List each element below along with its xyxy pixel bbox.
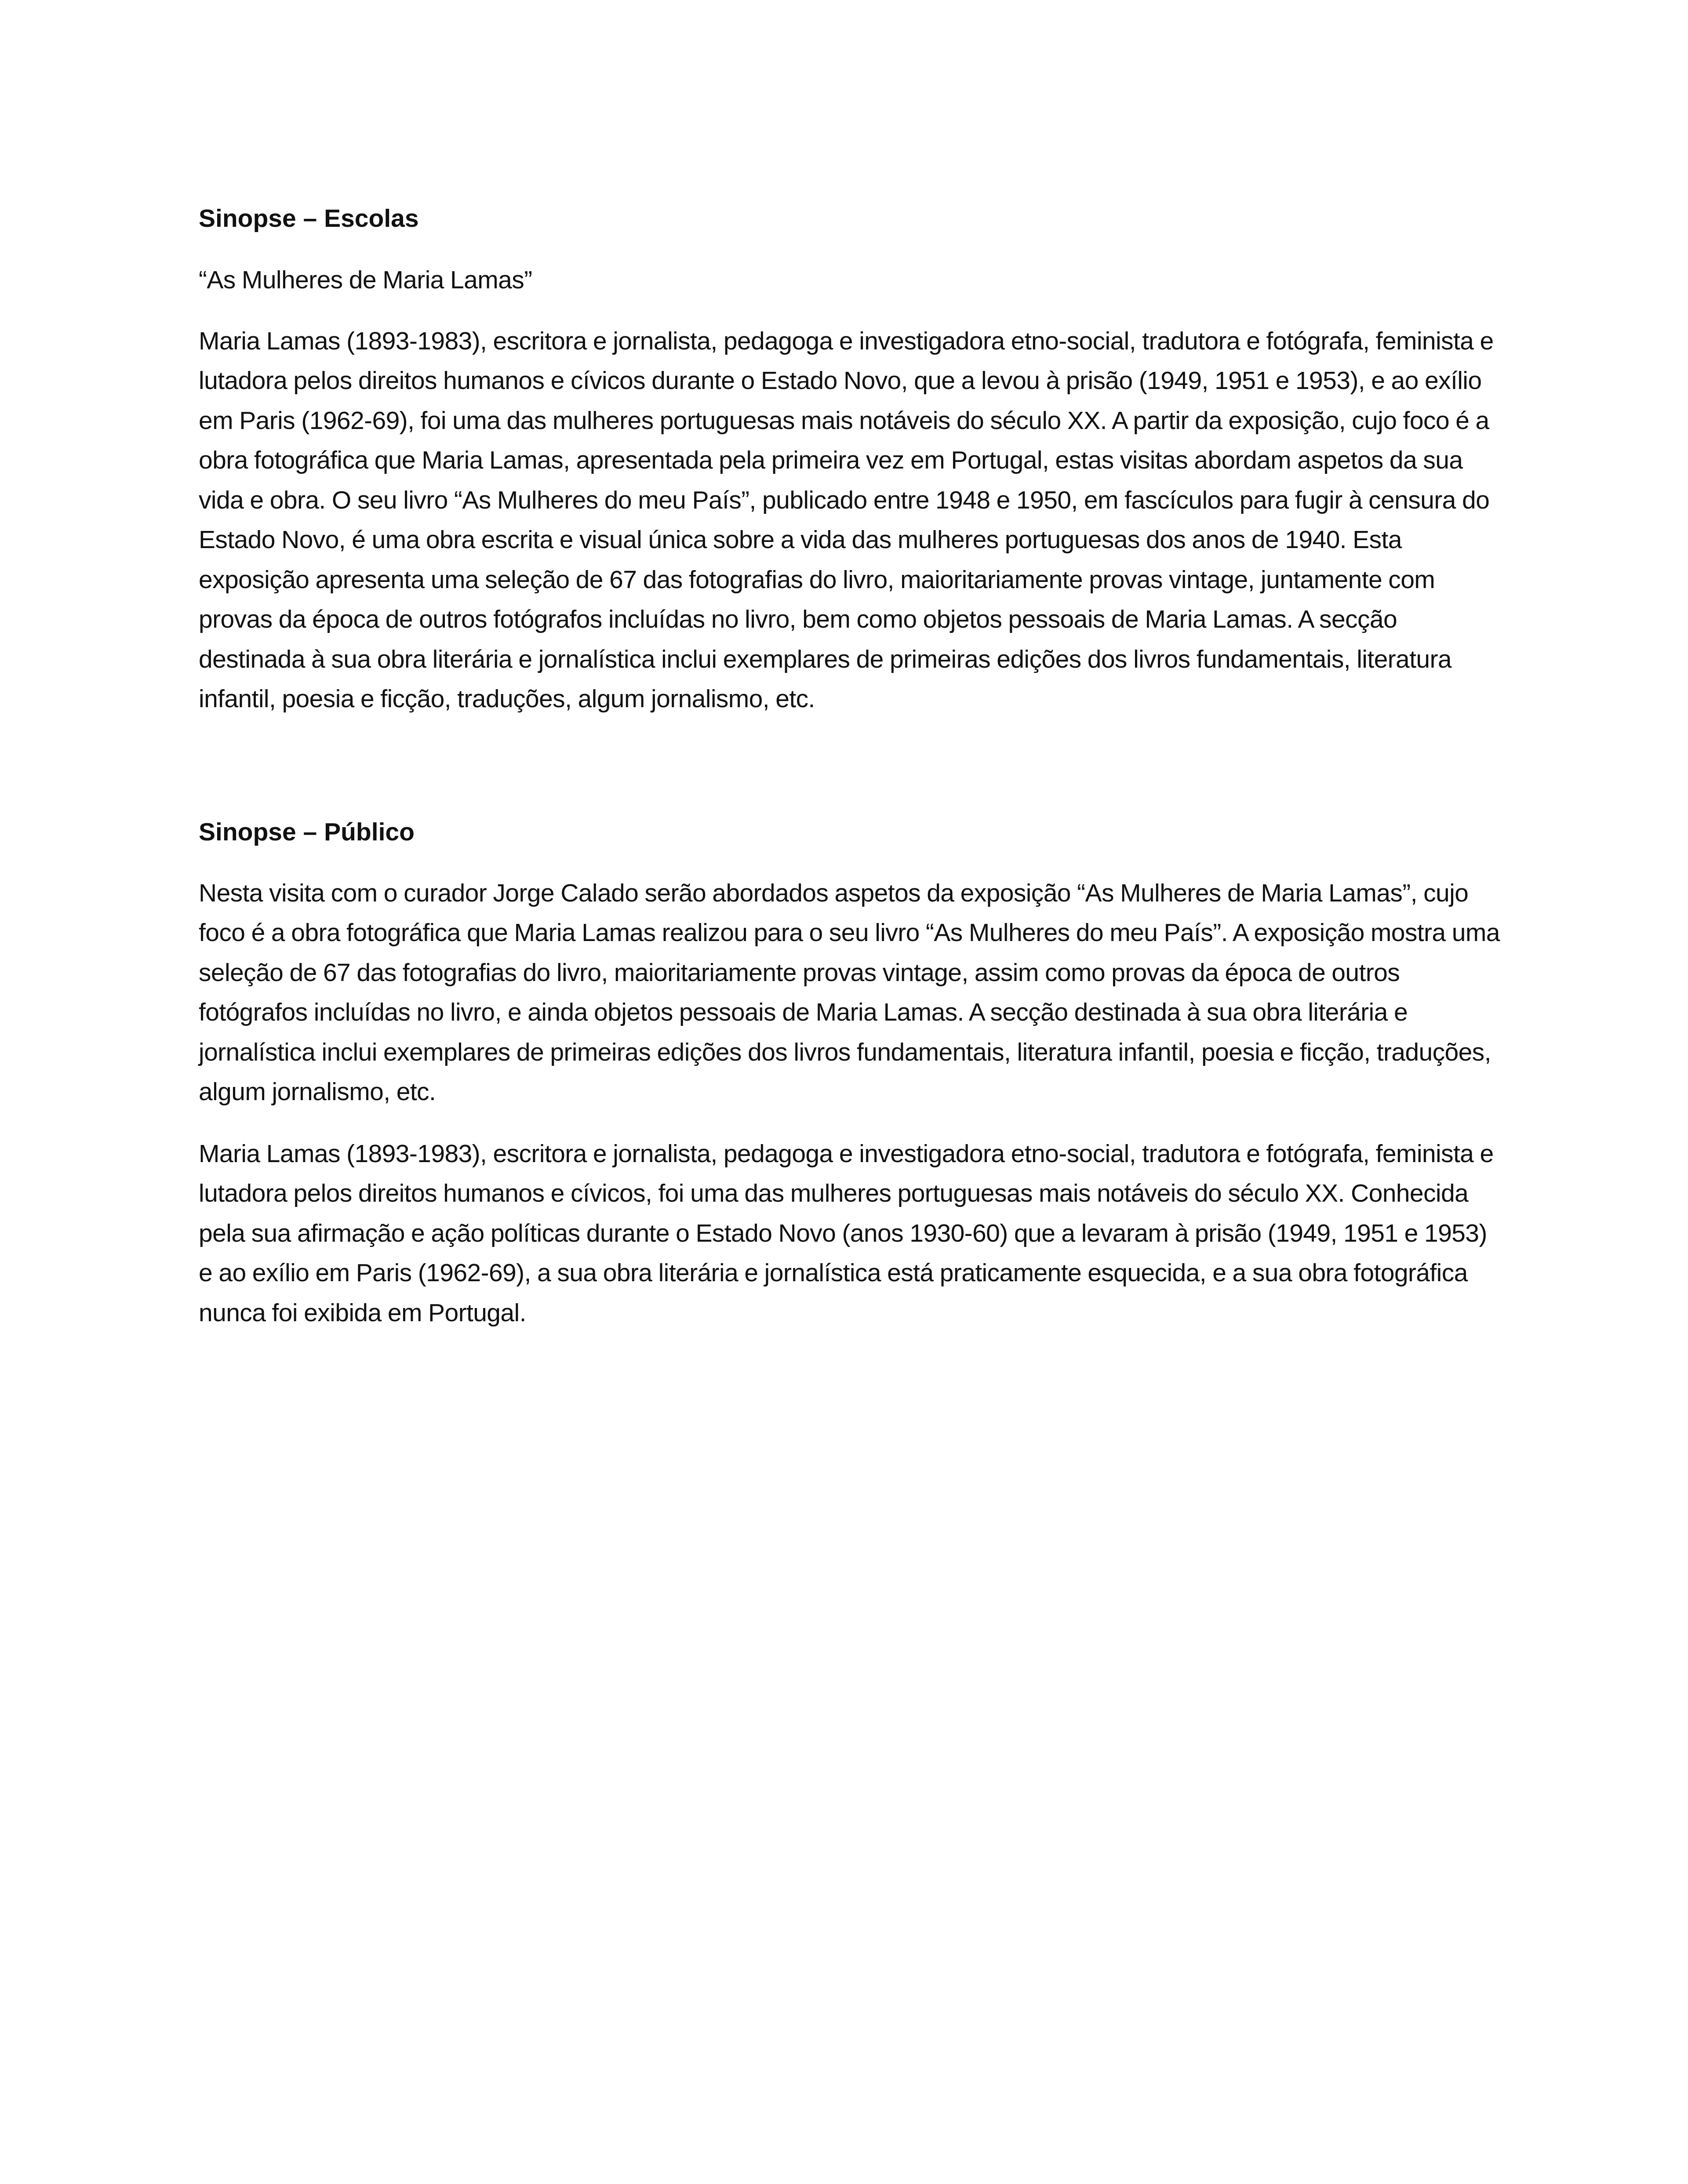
exhibition-title: “As Mulheres de Maria Lamas”: [199, 266, 532, 294]
section-escolas: [199, 199, 1500, 719]
synopsis-paragraph-escolas: Maria Lamas (1893-1983), escritora e jornalista, pedagoga e investigadora etno-social, tradutora e fotógrafa, feminista e lutadora pelos direitos humanos e cívicos durante o Estado Novo, que a levou à prisão (1949, 1951 e 1953), e ao exílio em Paris (1962-69), foi uma das mulheres portuguesas mais notáveis do século XX. A partir da exposição, cujo foco é a obra fotográfica que Maria Lamas, apresentada pela primeira vez em Portugal, estas visitas abordam aspetos da sua vida e obra. O seu livro “As Mulheres do meu País”, publicado entre 1948 e 1950, em fascículos para fugir à censura do Estado Novo, é uma obra escrita e visual única sobre a vida das mulheres portuguesas dos anos de 1940. Esta exposição apresenta uma seleção de 67 das fotografias do livro, maioritariamente provas vintage, juntamente com provas da época de outros fotógrafos incluídas no livro, bem como objetos pessoais de Maria Lamas. A secção destinada à sua obra literária e jornalística inclui exemplares de primeiras edições dos livros fundamentais, literatura infantil, poesia e ficção, traduções, algum jornalismo, etc.: [199, 327, 1494, 713]
synopsis-paragraph-publico-1: Nesta visita com o curador Jorge Calado serão abordados aspetos da exposição “As Mulheres de Maria Lamas”, cujo foco é a obra fotográfica que Maria Lamas realizou para o seu livro “As Mulheres do meu País”. A exposição mostra uma seleção de 67 das fotografias do livro, maioritariamente provas vintage, assim como provas da época de outros fotógrafos incluídas no livro, e ainda objetos pessoais de Maria Lamas. A secção destinada à sua obra literária e jornalística inclui exemplares de primeiras edições dos livros fundamentais, literatura infantil, poesia e ficção, traduções, algum jornalismo, etc.: [199, 879, 1500, 1106]
section-publico: [199, 812, 1500, 1333]
section-heading-publico: Sinopse – Público: [199, 818, 415, 846]
synopsis-paragraph-publico-2: Maria Lamas (1893-1983), escritora e jornalista, pedagoga e investigadora etno-social, tradutora e fotógrafa, feminista e lutadora pelos direitos humanos e cívicos, foi uma das mulheres portuguesas mais notáveis do século XX. Conhecida pela sua afirmação e ação políticas durante o Estado Novo (anos 1930-60) que a levaram à prisão (1949, 1951 e 1953) e ao exílio em Paris (1962-69), a sua obra literária e jornalística está praticamente esquecida, e a sua obra fotográfica nunca foi exibida em Portugal.: [199, 1139, 1494, 1327]
document-page: [199, 199, 1500, 1333]
section-heading-escolas: Sinopse – Escolas: [199, 204, 419, 233]
